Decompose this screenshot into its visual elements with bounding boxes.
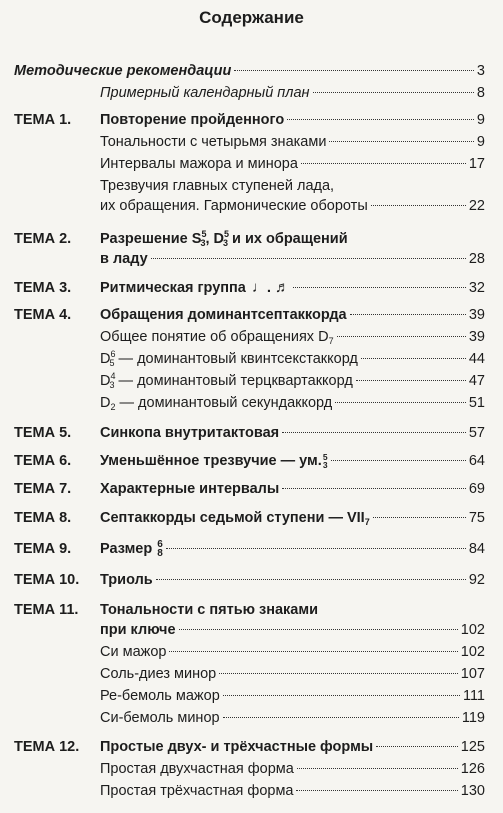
entry-text: Характерные интервалы: [100, 481, 280, 497]
page-number: 102: [460, 644, 485, 660]
page-number: 3: [476, 63, 485, 79]
entry-text: D: [100, 373, 111, 389]
toc-entry-tema-12[interactable]: [100, 738, 485, 756]
subscript: 7: [328, 336, 334, 346]
entry-text: при ключе: [100, 622, 176, 638]
entry-text: Септаккорды седьмой ступени — VII: [100, 510, 365, 526]
page-number: 84: [468, 541, 485, 557]
subscript: 5: [109, 358, 115, 368]
toc-subentry[interactable]: [100, 665, 485, 683]
toc-entry-tema-10[interactable]: [100, 571, 485, 589]
toc-subentry[interactable]: [100, 197, 485, 215]
leader-dots: [282, 488, 466, 489]
entry-text: — доминантовый терцквартаккорд: [114, 373, 353, 389]
entry-text: их обращения. Гармонические обороты: [100, 198, 368, 214]
entry-text: Простые двух- и трёхчастные формы: [100, 739, 374, 755]
entry-text: Простая двухчастная форма: [100, 761, 294, 777]
page-number: 9: [476, 112, 485, 128]
entry-text: и их обращений: [228, 231, 348, 247]
tema-label: ТЕМА 7.: [14, 481, 72, 497]
toc-subentry[interactable]: [100, 709, 485, 727]
fraction-top: 6: [157, 539, 163, 551]
entry-text: D: [100, 395, 111, 411]
leader-dots: [313, 92, 474, 93]
toc-subentry[interactable]: [100, 372, 485, 391]
fraction-top: 5: [322, 452, 328, 463]
leader-dots: [361, 358, 466, 359]
page-number: 130: [460, 783, 485, 799]
tema-label: ТЕМА 12.: [14, 739, 80, 755]
tema-label: ТЕМА 9.: [14, 541, 72, 557]
page-number: 102: [460, 622, 485, 638]
page-number: 44: [468, 351, 485, 367]
subscript: 3: [200, 238, 206, 248]
fraction-bottom: 8: [157, 548, 163, 560]
page-number: 39: [468, 329, 485, 345]
tema-label: ТЕМА 10.: [14, 572, 80, 588]
leader-dots: [151, 258, 466, 259]
entry-text: Разрешение S: [100, 231, 202, 247]
entry-text: Обращения доминантсептаккорда: [100, 307, 347, 323]
toc-entry-tema-2[interactable]: [100, 250, 485, 268]
page-number: 51: [468, 395, 485, 411]
entry-text: Триоль: [100, 572, 153, 588]
toc-entry-tema-5[interactable]: [100, 424, 485, 442]
leader-dots: [301, 163, 466, 164]
leader-dots: [219, 673, 458, 674]
entry-text: , D: [205, 231, 224, 247]
page-title: Содержание: [199, 8, 304, 27]
sixteenth-notes-icon: ♬: [275, 279, 291, 296]
toc-entry-plan[interactable]: [100, 84, 485, 102]
time-signature: [157, 540, 163, 558]
page-number: 126: [460, 761, 485, 777]
leader-dots: [297, 768, 458, 769]
toc-subentry[interactable]: [100, 760, 485, 778]
toc-entry-tema-9[interactable]: [100, 540, 485, 558]
toc-entry-tema-11[interactable]: [100, 621, 485, 639]
entry-text: Трезвучия главных ступеней лада,: [100, 178, 335, 194]
page-number: 75: [468, 510, 485, 526]
entry-text: Синкопа внутритактовая: [100, 425, 280, 441]
page-number: 92: [468, 572, 485, 588]
toc-subentry[interactable]: [100, 687, 485, 705]
subscript: 7: [364, 517, 370, 527]
tema-label: ТЕМА 8.: [14, 510, 72, 526]
tema-label: ТЕМА 4.: [14, 307, 72, 323]
leader-dots: [376, 746, 458, 747]
toc-entry-methodical[interactable]: [14, 62, 485, 80]
leader-dots: [293, 287, 466, 288]
tema-label: ТЕМА 2.: [14, 231, 72, 247]
page-number: 57: [468, 425, 485, 441]
entry-text: Методические рекомендации: [14, 63, 232, 79]
page-number: 32: [468, 280, 485, 296]
entry-text: Тональности с четырьмя знаками: [100, 134, 327, 150]
entry-text: Примерный календарный план: [100, 85, 310, 101]
superscript: 5: [224, 229, 230, 239]
page-number: 69: [468, 481, 485, 497]
toc-entry-tema-6[interactable]: [100, 452, 485, 470]
tema-label: ТЕМА 3.: [14, 280, 72, 296]
entry-text: в ладу: [100, 251, 148, 267]
page-number: 28: [468, 251, 485, 267]
page-number: 17: [468, 156, 485, 172]
entry-text: — доминантовый секундаккорд: [115, 395, 333, 411]
toc-entry-tema-1[interactable]: [100, 111, 485, 129]
leader-dots: [223, 695, 460, 696]
superscript: 5: [201, 229, 207, 239]
entry-text: Соль-диез минор: [100, 666, 217, 682]
leader-dots: [356, 380, 466, 381]
tema-label: ТЕМА 6.: [14, 453, 72, 469]
leader-dots: [373, 517, 466, 518]
entry-text: Ритмическая группа: [100, 280, 246, 296]
page-number: 39: [468, 307, 485, 323]
page-number: 8: [476, 85, 485, 101]
page-number: 119: [461, 710, 485, 726]
entry-text: Тональности с пятью знаками: [100, 602, 319, 618]
tema-label: ТЕМА 1.: [14, 112, 72, 128]
page-number: 111: [462, 688, 485, 704]
leader-dots: [350, 314, 466, 315]
page-number: 9: [476, 134, 485, 150]
toc-entry-tema-8[interactable]: [100, 509, 485, 528]
leader-dots: [234, 70, 474, 71]
leader-dots: [156, 579, 466, 580]
toc-subentry[interactable]: [100, 155, 485, 173]
page-number: 22: [468, 198, 485, 214]
leader-dots: [282, 432, 466, 433]
entry-text: Си-бемоль минор: [100, 710, 220, 726]
toc-subentry[interactable]: [100, 643, 485, 661]
toc-entry-tema-2-line1: [100, 230, 348, 249]
entry-text: Ре-бемоль мажор: [100, 688, 220, 704]
toc-subentry[interactable]: [100, 394, 485, 413]
entry-text: Простая трёхчастная форма: [100, 783, 294, 799]
page-number: 125: [460, 739, 485, 755]
toc-subentry[interactable]: [100, 782, 485, 800]
superscript: 4: [110, 371, 116, 381]
subscript: 3: [223, 238, 229, 248]
entry-text: Интервалы мажора и минора: [100, 156, 298, 172]
entry-text: Размер: [100, 541, 157, 557]
fraction: [323, 453, 328, 469]
leader-dots: [296, 790, 457, 791]
toc-entry-tema-3[interactable]: [100, 279, 485, 297]
page-number: 107: [460, 666, 485, 682]
fraction-bottom: 3: [322, 460, 328, 471]
superscript: 6: [110, 349, 116, 359]
leader-dots: [371, 205, 466, 206]
tema-label: ТЕМА 5.: [14, 425, 72, 441]
toc-entry-tema-4[interactable]: [100, 306, 485, 324]
leader-dots: [166, 548, 466, 549]
toc-subentry[interactable]: [100, 133, 485, 151]
entry-text: Повторение пройденного: [100, 112, 285, 128]
subscript: 2: [110, 402, 116, 412]
page-number: 64: [468, 453, 485, 469]
leader-dots: [337, 336, 466, 337]
leader-dots: [179, 629, 458, 630]
leader-dots: [329, 141, 473, 142]
entry-text: D: [100, 351, 111, 367]
subscript: 3: [109, 380, 115, 390]
entry-text: — доминантовый квинтсекстаккорд: [114, 351, 358, 367]
entry-text: Общее понятие об обращениях D: [100, 329, 329, 345]
leader-dots: [335, 402, 466, 403]
leader-dots: [223, 717, 459, 718]
entry-text: Уменьшённое трезвучие — ум.: [100, 453, 322, 469]
tema-label: ТЕМА 11.: [14, 602, 79, 618]
toc-subentry[interactable]: [100, 350, 485, 369]
leader-dots: [287, 119, 474, 120]
leader-dots: [331, 460, 466, 461]
dotted-quarter-note-icon: ♩.: [251, 279, 272, 296]
toc-subentry[interactable]: [100, 328, 485, 347]
toc-entry-tema-7[interactable]: [100, 480, 485, 498]
entry-text: Си мажор: [100, 644, 167, 660]
leader-dots: [169, 651, 457, 652]
page-number: 47: [468, 373, 485, 389]
